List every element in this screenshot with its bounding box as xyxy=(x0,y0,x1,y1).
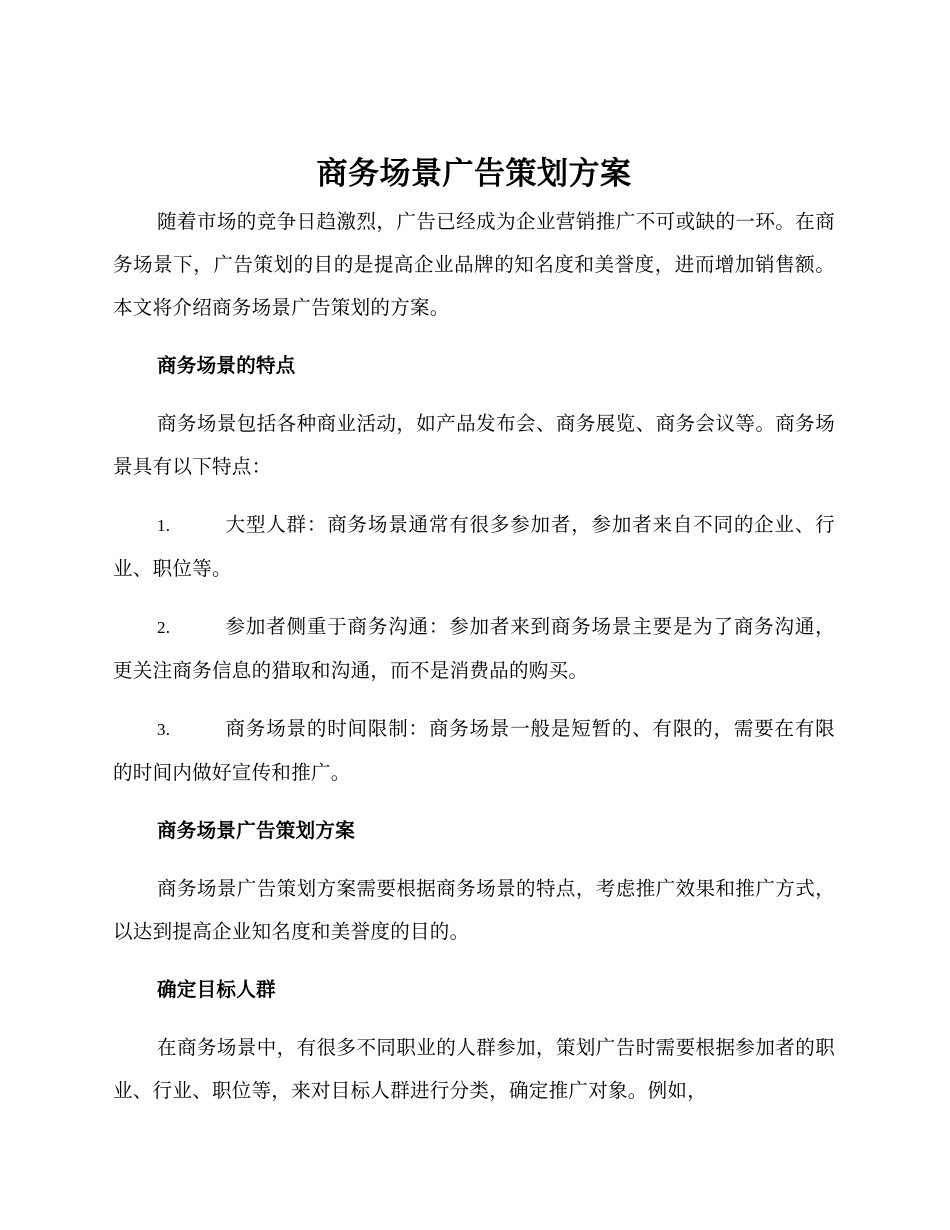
list-item-number: 1. xyxy=(157,516,171,535)
list-item-text: 参加者侧重于商务沟通：参加者来到商务场景主要是为了商务沟通，更关注商务信息的猎取和沟通，而不是消费品的购买。 xyxy=(113,615,835,682)
intro-paragraph: 随着市场的竞争日趋激烈，广告已经成为企业营销推广不可或缺的一环。在商务场景下，广告策划的目的是提高企业品牌的知名度和美誉度，进而增加销售额。本文将介绍商务场景广告策划的方案。 xyxy=(113,210,835,319)
target-paragraph: 在商务场景中，有很多不同职业的人群参加，策划广告时需要根据参加者的职业、行业、职位等，来对目标人群进行分类，确定推广对象。例如， xyxy=(113,1036,835,1102)
list-item-text: 商务场景的时间限制：商务场景一般是短暂的、有限的，需要在有限的时间内做好宣传和推广。 xyxy=(113,717,835,784)
features-paragraph: 商务场景包括各种商业活动，如产品发布会、商务展览、商务会议等。商务场景具有以下特点： xyxy=(113,412,835,478)
list-item xyxy=(113,503,835,590)
list-item xyxy=(113,605,835,692)
list-item-number: 2. xyxy=(157,618,171,637)
list-item-text: 大型人群：商务场景通常有很多参加者，参加者来自不同的企业、行业、职位等。 xyxy=(113,513,835,580)
section-heading-plan: 商务场景广告策划方案 xyxy=(157,819,356,842)
section-heading-target: 确定目标人群 xyxy=(157,978,276,1001)
list-item xyxy=(113,707,835,794)
plan-paragraph: 商务场景广告策划方案需要根据商务场景的特点，考虑推广效果和推广方式，以达到提高企业知名度和美誉度的目的。 xyxy=(113,877,835,943)
document-title: 商务场景广告策划方案 xyxy=(316,156,632,192)
list-item-number: 3. xyxy=(157,720,171,739)
document-page xyxy=(113,148,835,1112)
section-heading-features: 商务场景的特点 xyxy=(157,354,296,377)
